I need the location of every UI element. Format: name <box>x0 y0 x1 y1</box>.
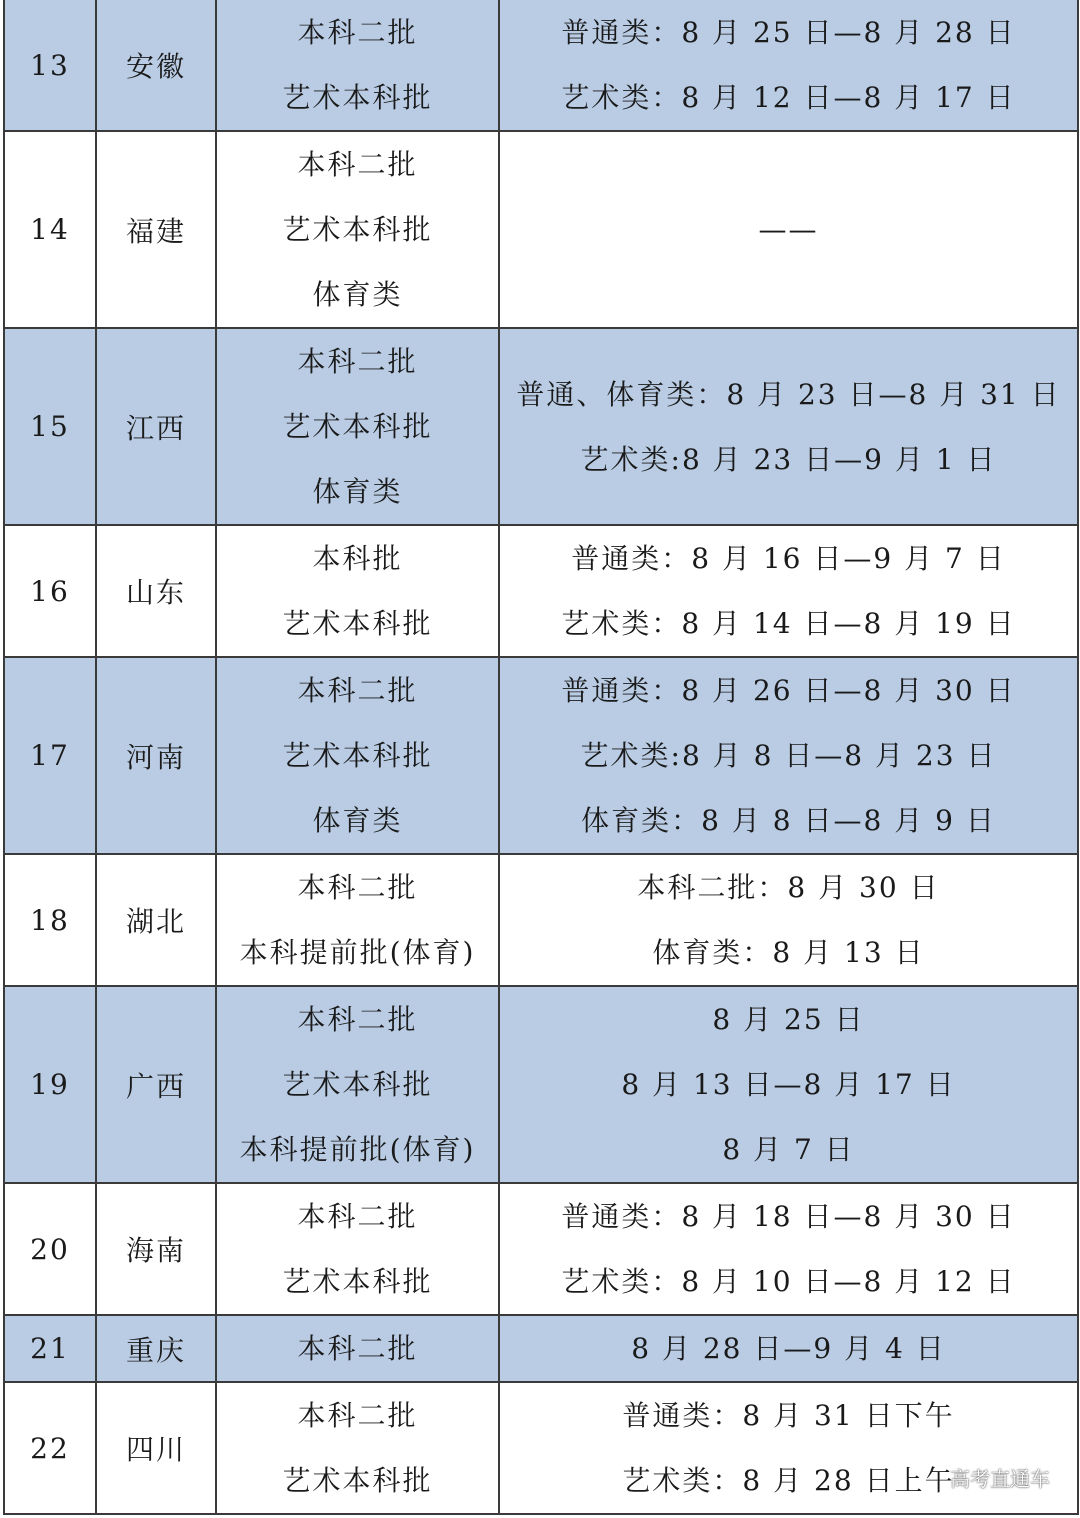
table-row <box>4 1315 1078 1382</box>
batch-cell <box>216 1183 499 1315</box>
row-number-cell: 22 <box>4 1382 96 1514</box>
date-cell <box>499 986 1078 1183</box>
province-cell: 福建 <box>96 131 216 328</box>
batch-cell <box>216 328 499 525</box>
date-cell <box>499 0 1078 131</box>
date-line: 8 月 13 日—8 月 17 日 <box>621 1068 956 1101</box>
batch-line: 体育类 <box>312 278 403 311</box>
watermark: 高考直通车 <box>950 1467 1050 1491</box>
table-row <box>4 328 1078 525</box>
date-cell <box>499 1315 1078 1382</box>
row-number-cell: 15 <box>4 328 96 525</box>
batch-line: 本科二批 <box>297 674 418 707</box>
batch-line: 体育类 <box>312 804 403 837</box>
batch-cell <box>216 131 499 328</box>
batch-line: 本科二批 <box>297 1200 418 1233</box>
date-line: 艺术类：8 月 12 日—8 月 17 日 <box>561 81 1016 114</box>
row-number-cell: 18 <box>4 854 96 986</box>
province-cell: 江西 <box>96 328 216 525</box>
batch-line: 本科二批 <box>297 871 418 904</box>
date-line: 8 月 25 日 <box>712 1003 865 1036</box>
row-number-cell: 17 <box>4 657 96 854</box>
date-cell <box>499 657 1078 854</box>
date-line: 普通类：8 月 18 日—8 月 30 日 <box>561 1200 1016 1233</box>
province-cell: 湖北 <box>96 854 216 986</box>
batch-line: 本科二批 <box>297 1399 418 1432</box>
batch-cell <box>216 986 499 1183</box>
table-row <box>4 1183 1078 1315</box>
batch-line: 本科二批 <box>297 1003 418 1036</box>
table-row <box>4 986 1078 1183</box>
province-cell: 重庆 <box>96 1315 216 1382</box>
batch-line: 艺术本科批 <box>282 1265 433 1298</box>
table-row <box>4 131 1078 328</box>
date-line: 8 月 7 日 <box>722 1133 855 1166</box>
date-line: 普通类：8 月 16 日—9 月 7 日 <box>571 542 1006 575</box>
batch-line: 本科二批 <box>297 1332 418 1365</box>
row-number-cell: 19 <box>4 986 96 1183</box>
date-cell <box>499 1382 1078 1514</box>
date-line: 体育类：8 月 8 日—8 月 9 日 <box>581 804 996 837</box>
batch-line: 本科二批 <box>297 148 418 181</box>
batch-line: 本科提前批(体育) <box>239 1133 476 1166</box>
date-line: 艺术类：8 月 28 日上午 <box>622 1464 955 1497</box>
batch-line: 艺术本科批 <box>282 607 433 640</box>
date-line: 普通、体育类：8 月 23 日—8 月 31 日 <box>516 377 1061 411</box>
date-cell <box>499 328 1078 525</box>
batch-line: 艺术本科批 <box>282 213 433 246</box>
batch-line: 本科提前批(体育) <box>239 936 476 969</box>
batch-line: 本科批 <box>312 542 403 575</box>
date-line: 本科二批：8 月 30 日 <box>637 871 940 904</box>
row-number-cell: 21 <box>4 1315 96 1382</box>
batch-line: 艺术本科批 <box>282 410 433 443</box>
date-line: 普通类：8 月 26 日—8 月 30 日 <box>561 674 1016 707</box>
batch-line: 本科二批 <box>297 345 418 378</box>
date-cell <box>499 131 1078 328</box>
table-body <box>4 0 1078 1514</box>
row-number-cell: 14 <box>4 131 96 328</box>
province-cell: 四川 <box>96 1382 216 1514</box>
province-cell: 山东 <box>96 525 216 657</box>
province-cell: 河南 <box>96 657 216 854</box>
date-line: 艺术类：8 月 14 日—8 月 19 日 <box>561 607 1016 640</box>
date-line: 普通类：8 月 31 日下午 <box>622 1399 955 1432</box>
row-number-cell: 16 <box>4 525 96 657</box>
batch-line: 体育类 <box>312 475 403 508</box>
table-row <box>4 525 1078 657</box>
date-line: 普通类：8 月 25 日—8 月 28 日 <box>561 16 1016 49</box>
date-line: 艺术类:8 月 8 日—8 月 23 日 <box>580 739 997 772</box>
date-cell <box>499 1183 1078 1315</box>
province-cell: 海南 <box>96 1183 216 1315</box>
table-row <box>4 657 1078 854</box>
batch-cell <box>216 854 499 986</box>
province-cell: 广西 <box>96 986 216 1183</box>
province-cell: 安徽 <box>96 0 216 131</box>
table-row <box>4 1382 1078 1514</box>
batch-line: 艺术本科批 <box>282 1068 433 1101</box>
row-number-cell: 13 <box>4 0 96 131</box>
date-line: —— <box>758 213 819 246</box>
date-cell <box>499 854 1078 986</box>
batch-cell <box>216 525 499 657</box>
batch-line: 艺术本科批 <box>282 81 433 114</box>
batch-cell <box>216 1315 499 1382</box>
batch-cell <box>216 1382 499 1514</box>
admission-schedule-table <box>3 0 1079 1515</box>
batch-cell <box>216 0 499 131</box>
batch-line: 艺术本科批 <box>282 1464 433 1497</box>
batch-line: 艺术本科批 <box>282 739 433 772</box>
date-cell <box>499 525 1078 657</box>
row-number-cell: 20 <box>4 1183 96 1315</box>
date-line: 艺术类：8 月 10 日—8 月 12 日 <box>561 1265 1016 1298</box>
batch-line: 本科二批 <box>297 16 418 49</box>
table-row <box>4 0 1078 131</box>
table-row <box>4 854 1078 986</box>
batch-cell <box>216 657 499 854</box>
date-line: 体育类：8 月 13 日 <box>652 936 925 969</box>
date-line: 8 月 28 日—9 月 4 日 <box>631 1332 946 1365</box>
date-line: 艺术类:8 月 23 日—9 月 1 日 <box>580 442 997 476</box>
